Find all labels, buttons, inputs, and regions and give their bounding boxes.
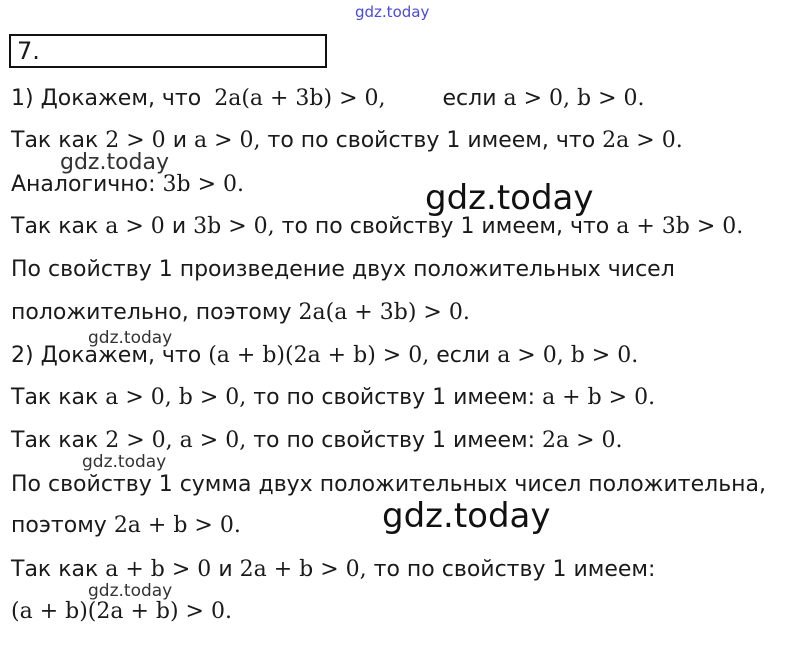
solution-line-3: Аналогично: 3b > 0. xyxy=(11,172,245,197)
solution-line-4: Так как a > 0 и 3b > 0, то по свойству 1 имеем, что a + 3b > 0. xyxy=(11,214,744,239)
solution-line-6: положительно, поэтому 2a(a + 3b) > 0. xyxy=(11,300,470,325)
watermark: gdz.today xyxy=(88,328,173,348)
solution-line-2: Так как 2 > 0 и a > 0, то по свойству 1 имеем, что 2a > 0. xyxy=(11,128,683,153)
watermark: gdz.today xyxy=(60,150,170,175)
watermark: gdz.today xyxy=(88,581,173,601)
solution-line-5: По свойству 1 произведение двух положительных чисел xyxy=(11,257,675,282)
task-header-box xyxy=(9,34,327,68)
watermark: gdz.today xyxy=(82,452,167,472)
watermark-top: gdz.today xyxy=(355,3,430,21)
task-number: 7. xyxy=(17,37,40,65)
solution-line-11: поэтому 2a + b > 0. xyxy=(11,513,241,538)
solution-line-9: Так как 2 > 0, a > 0, то по свойству 1 имеем: 2a > 0. xyxy=(11,428,623,453)
solution-line-12: Так как a + b > 0 и 2a + b > 0, то по свойству 1 имеем: xyxy=(11,557,656,582)
watermark-large: gdz.today xyxy=(382,496,551,536)
solution-line-7: 2) Докажем, что (a + b)(2a + b) > 0, если a > 0, b > 0. xyxy=(11,343,639,368)
watermark-large: gdz.today xyxy=(425,178,594,218)
solution-line-10: По свойству 1 сумма двух положительных чисел положительна, xyxy=(11,472,767,497)
solution-line-1: 1) Докажем, что 2a(a + 3b) > 0, если a > 0, b > 0. xyxy=(11,86,645,111)
solution-line-13: (a + b)(2a + b) > 0. xyxy=(11,599,232,624)
solution-line-8: Так как a > 0, b > 0, то по свойству 1 имеем: a + b > 0. xyxy=(11,385,656,410)
